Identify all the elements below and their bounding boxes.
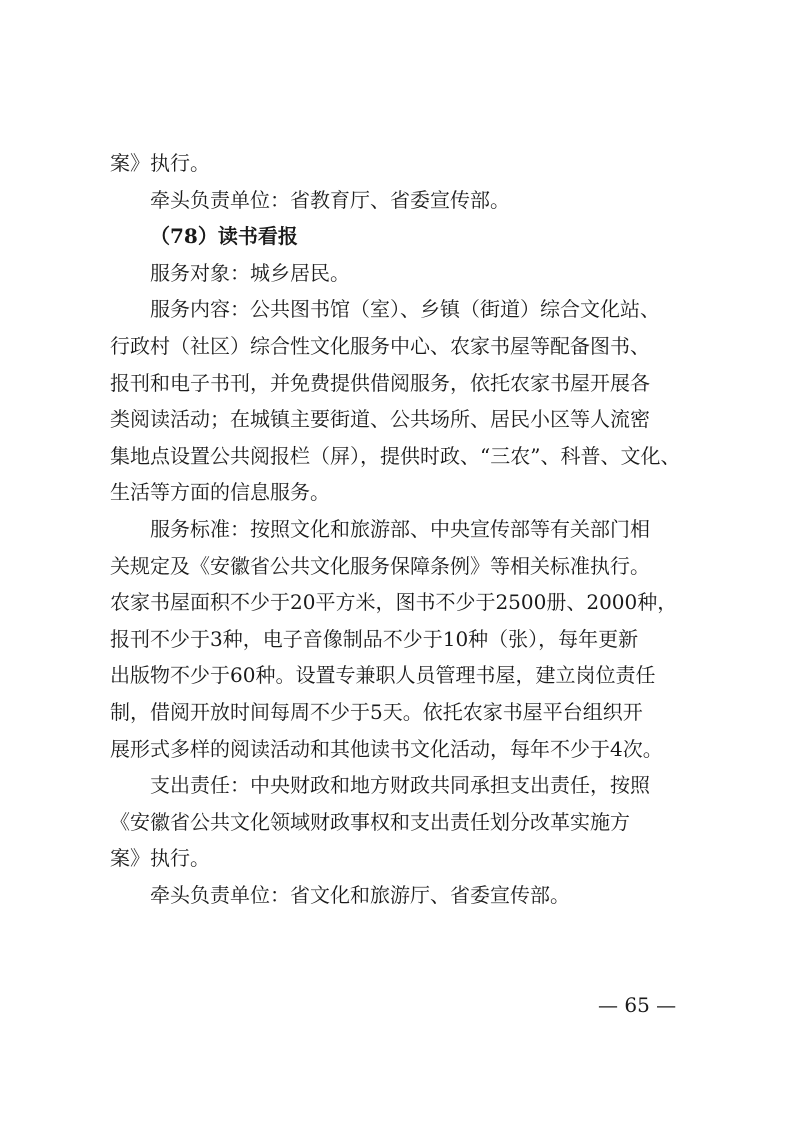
text-line: 案》执行。 (110, 846, 210, 871)
text-line: 牵头负责单位：省文化和旅游厅、省委宣传部。 (150, 882, 570, 907)
page-number: — 65 — (598, 993, 677, 1017)
body-text (110, 145, 688, 913)
text-line: 案》执行。 (110, 151, 210, 175)
text-line: 生活等方面的信息服务。 (110, 480, 330, 505)
text-line: 《安徽省公共文化领域财政事权和支出责任划分改革实施方 (110, 809, 630, 834)
text-line: 服务对象：城乡居民。 (150, 260, 350, 285)
text-line: 制，借阅开放时间每周不少于5天。依托农家书屋平台组织开 (110, 699, 643, 724)
text-line: 服务标准：按照文化和旅游部、中央宣传部等有关部门相 (150, 516, 650, 541)
section-heading: （78）读书看报 (150, 224, 298, 249)
text-line: 类阅读活动；在城镇主要街道、公共场所、居民小区等人流密 (110, 407, 650, 432)
text-line: 出版物不少于60种。设置专兼职人员管理书屋，建立岗位责任 (110, 663, 656, 688)
text-line: 服务内容：公共图书馆（室）、乡镇（街道）综合文化站、 (150, 297, 660, 322)
text-line: 行政村（社区）综合性文化服务中心、农家书屋等配备图书、 (110, 333, 650, 358)
text-line: 报刊不少于3种，电子音像制品不少于10种（张），每年更新 (110, 626, 639, 651)
text-line: 关规定及《安徽省公共文化服务保障条例》等相关标准执行。 (110, 553, 650, 578)
text-line: 牵头负责单位：省教育厅、省委宣传部。 (150, 187, 510, 212)
text-line: 农家书屋面积不少于20平方米，图书不少于2500册、2000种， (110, 590, 678, 615)
text-line: 集地点设置公共阅报栏（屏），提供时政、“三农”、科普、文化、 (110, 443, 681, 468)
text-line: 展形式多样的阅读活动和其他读书文化活动，每年不少于4次。 (110, 736, 663, 761)
text-line: 报刊和电子书刊，并免费提供借阅服务，依托农家书屋开展各 (110, 370, 650, 395)
text-line: 支出责任：中央财政和地方财政共同承担支出责任，按照 (150, 773, 650, 798)
